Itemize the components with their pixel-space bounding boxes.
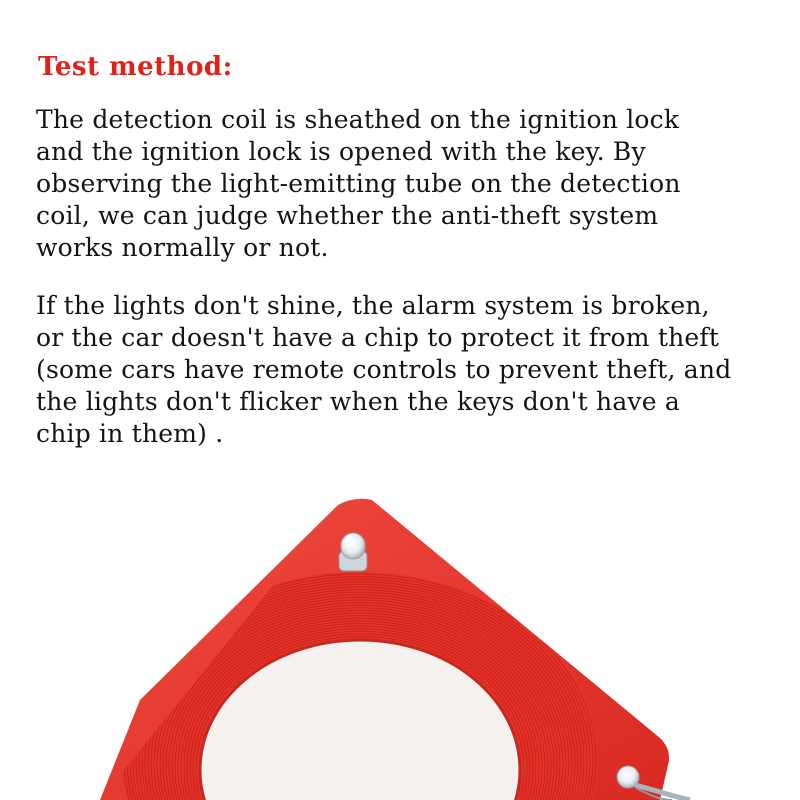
paragraph-line: chip in them) . <box>36 419 224 448</box>
section-heading: Test method: <box>38 52 233 82</box>
paragraph-line: (some cars have remote controls to prevent theft, and <box>36 355 732 384</box>
paragraph-line: The detection coil is sheathed on the ignition lock <box>36 105 680 134</box>
paragraph-line: and the ignition lock is opened with the key. By <box>36 137 646 166</box>
paragraph-line: If the lights don't shine, the alarm system is broken, <box>36 291 710 320</box>
paragraph-line: works normally or not. <box>36 233 329 262</box>
coil-ring-icon <box>122 572 598 800</box>
paragraph-line: observing the light-emitting tube on the detection <box>36 169 681 198</box>
paragraph-line: the lights don't flicker when the keys don't have a <box>36 387 680 416</box>
paragraph-line: coil, we can judge whether the anti-theft system <box>36 201 659 230</box>
led-bulb-icon <box>339 533 367 571</box>
paragraph-line: or the car doesn't have a chip to protect it from theft <box>36 323 720 352</box>
